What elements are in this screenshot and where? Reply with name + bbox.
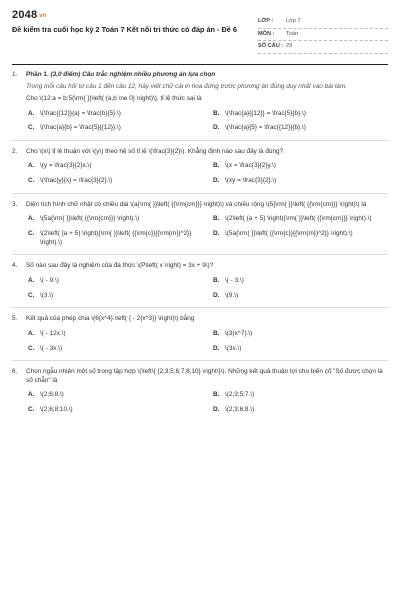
question-separator: [12, 307, 388, 308]
option-text: \(5a{\rm{ }}\left( {{\rm{cm}}} \right).\): [40, 215, 140, 223]
question-line: [12, 71, 388, 80]
options-grid: [28, 162, 388, 185]
meta-label: SỐ CÂU :: [258, 43, 284, 50]
option-a[interactable]: [28, 391, 203, 400]
option-c[interactable]: [28, 230, 203, 247]
option-text: \(\frac{a}{b} = \frac{5}{{12}}.\): [40, 124, 121, 132]
option-letter: A.: [28, 215, 35, 223]
option-letter: B.: [213, 215, 220, 223]
option-letter: D.: [213, 291, 220, 299]
option-b[interactable]: [213, 162, 388, 171]
question-line: [12, 262, 388, 271]
meta-value: Lớp 7: [286, 18, 301, 24]
question-4: [12, 262, 388, 300]
meta-row-class: [258, 16, 388, 29]
option-text: \(\frac{{12}}{a} = \frac{b}{5}.\): [40, 109, 121, 117]
question-text: Chọn ngẫu nhiên một số trong tập hợp \(\left\{ {2;3;5;6;7;8;10} \right\}\). Những kết quả thuận lợi cho biến cố "Số được chọn là số chẵn" là: [26, 368, 383, 384]
option-d[interactable]: [213, 292, 388, 301]
option-text: \(\frac{a}{5} = \frac{{12}}{b}.\): [225, 124, 306, 132]
option-c[interactable]: [28, 345, 203, 354]
option-letter: D.: [213, 406, 220, 414]
question-2: [12, 148, 388, 186]
part-title-rest: Câu trắc nghiệm nhiều phương án lựa chọn: [82, 70, 216, 78]
option-text: \(3x.\): [225, 344, 242, 352]
question-line: [12, 315, 388, 324]
exam-title: Đề kiểm tra cuối học kỳ 2 Toán 7 Kết nối tri thức có đáp án - Đề 6: [12, 24, 237, 34]
option-letter: C.: [28, 344, 35, 352]
question-text: Số nào sau đây là nghiệm của đa thức \(P\left( x \right) = 3x + 9\)?: [26, 262, 214, 270]
meta-label: LỚP :: [258, 18, 274, 24]
question-line: [12, 148, 388, 157]
option-letter: D.: [213, 124, 220, 132]
option-letter: C.: [28, 291, 35, 299]
option-a[interactable]: [28, 162, 203, 171]
option-text: \(y = \frac{3}{2}x.\): [40, 162, 92, 170]
question-text: Kết quả của phép chia \(6{x^4}:\left( { - 2{x^3}} \right)\) bằng: [26, 315, 195, 323]
question-line: [12, 201, 388, 210]
part-score: (3,0 điểm): [50, 70, 81, 78]
option-c[interactable]: [28, 177, 203, 186]
site-logo[interactable]: [12, 8, 247, 23]
option-c[interactable]: [28, 406, 203, 415]
option-text: \(xy = \frac{3}{2}.\): [225, 177, 277, 185]
option-text: \(2;3;5;7.\): [225, 391, 255, 399]
option-text: \(3.\): [40, 291, 54, 299]
question-number: 3.: [12, 200, 18, 208]
option-d[interactable]: [213, 177, 388, 186]
option-text: \(\frac{a}{{12}} = \frac{5}{b}.\): [225, 109, 306, 117]
option-a[interactable]: [28, 330, 203, 339]
option-text: \(3{x^7}.\): [225, 329, 253, 337]
option-d[interactable]: [213, 345, 388, 354]
options-grid: [28, 277, 388, 300]
part-instruction: Trong mỗi câu hỏi từ câu 1 đến câu 12, hãy viết chữ cái in hoa đứng trước phương án đúng duy nhất vào bài làm.: [26, 83, 347, 91]
header-left: [12, 8, 247, 54]
question-line: [12, 368, 388, 385]
option-b[interactable]: [213, 391, 388, 400]
option-text: \(2;6;8;10.\): [40, 406, 73, 414]
options-grid: [28, 215, 388, 247]
option-text: \(x = \frac{3}{2}y.\): [225, 162, 276, 170]
option-a[interactable]: [28, 110, 203, 119]
option-letter: B.: [213, 109, 220, 117]
question-separator: [12, 140, 388, 141]
exam-meta: [258, 16, 388, 54]
question-6: [12, 368, 388, 415]
option-a[interactable]: [28, 277, 203, 286]
option-c[interactable]: [28, 292, 203, 301]
question-number: 1.: [12, 70, 18, 78]
question-text: Cho \(12:a = b:5{\rm{ }}\left( {a,b \ne 0} \right)\), tỉ lệ thức sai là: [26, 94, 202, 102]
logo-tld: .vn: [37, 13, 47, 19]
option-text: \(2\left( {a + 5} \right){\rm{ }}\left( {{\rm{cm}}} \right).\): [225, 215, 372, 223]
option-d[interactable]: [213, 230, 388, 247]
option-letter: D.: [213, 177, 220, 185]
option-letter: A.: [28, 329, 35, 337]
option-letter: A.: [28, 109, 35, 117]
meta-label: MÔN :: [258, 30, 275, 37]
option-text: \(2;3;6;8.\): [225, 406, 255, 414]
option-letter: A.: [28, 276, 35, 284]
option-text: \( - 12x.\): [40, 329, 66, 337]
question-1: [12, 71, 388, 133]
option-text: \( - 3.\): [225, 276, 244, 284]
option-a[interactable]: [28, 215, 203, 224]
option-letter: C.: [28, 406, 35, 414]
option-b[interactable]: [213, 215, 388, 224]
question-text: Diện tích hình chữ nhật có chiều dài \(a{\rm{ }}\left( {{\rm{cm}}} \right)\) và chiều rộng \(5{\rm{ }}\left( {{\rm{cm}}} \right)\) là: [26, 200, 367, 208]
header-divider: [12, 64, 388, 65]
question-5: [12, 315, 388, 353]
option-letter: D.: [213, 230, 220, 238]
option-text: \(5a{\rm{ }}\left( {{\rm{c}}{{\rm{m}}^2}} \right).\): [225, 230, 353, 238]
option-b[interactable]: [213, 330, 388, 339]
option-d[interactable]: [213, 124, 388, 133]
logo-name: 2048: [12, 9, 38, 21]
option-letter: D.: [213, 344, 220, 352]
option-letter: B.: [213, 391, 220, 399]
option-letter: B.: [213, 329, 220, 337]
option-b[interactable]: [213, 110, 388, 119]
options-grid: [28, 391, 388, 414]
question-number: 2.: [12, 147, 18, 155]
option-letter: C.: [28, 230, 35, 238]
option-letter: A.: [28, 391, 35, 399]
question-separator: [12, 193, 388, 194]
question-number: 6.: [12, 368, 18, 376]
option-letter: C.: [28, 124, 35, 132]
option-text: \(2;6;8.\): [40, 391, 64, 399]
question-number: 5.: [12, 315, 18, 323]
question-3: [12, 201, 388, 248]
option-letter: A.: [28, 162, 35, 170]
option-text: \(\frac{y}{x} = \frac{3}{2}.\): [40, 177, 113, 185]
options-grid: [28, 330, 388, 353]
option-letter: B.: [213, 162, 220, 170]
option-d[interactable]: [213, 406, 388, 415]
question-separator: [12, 254, 388, 255]
question-text: Cho \(x\) tỉ lệ thuận với \(y\) theo hệ số tỉ lệ \(\frac{3}{2}\). Khẳng định nào sau đây là đúng?: [26, 147, 284, 155]
meta-row-subject: [258, 29, 388, 42]
option-letter: B.: [213, 276, 220, 284]
meta-value: Toán: [286, 30, 299, 37]
option-text: \(9.\): [225, 291, 239, 299]
options-grid: [28, 110, 388, 133]
option-text: \( - 3x.\): [40, 344, 63, 352]
option-b[interactable]: [213, 277, 388, 286]
option-letter: C.: [28, 177, 35, 185]
option-text: \(2\left( {a + 5} \right){\rm{ }}\left( {{\rm{c}}{{\rm{m}}^2}} \right).\): [40, 230, 192, 246]
meta-value: 29: [286, 43, 293, 50]
question-number: 4.: [12, 262, 18, 270]
option-c[interactable]: [28, 124, 203, 133]
header: [12, 8, 388, 54]
part-title: [26, 71, 388, 80]
question-separator: [12, 360, 388, 361]
option-text: \( - 9.\): [40, 276, 59, 284]
part-title-label: Phần 1.: [26, 70, 49, 78]
meta-row-count: [258, 41, 388, 54]
